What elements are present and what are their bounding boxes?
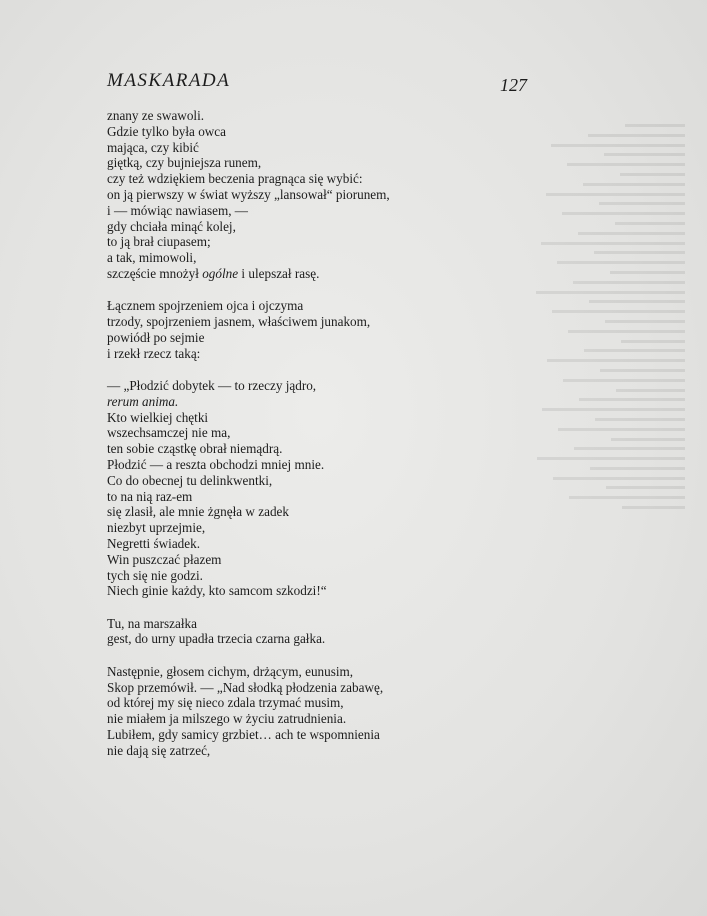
show-through-line — [590, 467, 685, 470]
line-text: Co do obecnej tu delinkwentki, — [107, 472, 273, 488]
show-through-line — [600, 369, 685, 372]
poem-line — [107, 568, 467, 584]
poem-text — [107, 108, 467, 775]
line-text: a tak, mimowoli, — [107, 250, 197, 266]
show-through-line — [621, 340, 685, 343]
line-text: gest, do urny upadła trzecia czarna gałka. — [107, 631, 326, 647]
show-through-line — [579, 398, 685, 401]
poem-line — [107, 441, 467, 457]
poem-line — [107, 187, 467, 203]
stanza — [107, 664, 467, 759]
line-text: Płodzić — a reszta obchodzi mniej mnie. — [107, 456, 325, 472]
line-text: ten sobie cząstkę obrał niemądrą. — [107, 441, 283, 457]
show-through-line — [573, 281, 685, 284]
poem-line — [107, 616, 467, 632]
line-text: on ją pierwszy w świat wyższy „lansował“ piorunem, — [107, 186, 390, 202]
line-text: Niech ginie każdy, kto samcom szkodzi!“ — [107, 583, 327, 599]
show-through-line — [604, 153, 685, 156]
show-through-line — [537, 457, 685, 460]
poem-line — [107, 695, 467, 711]
poem-line — [107, 171, 467, 187]
show-through-line — [551, 144, 685, 147]
poem-line — [107, 743, 467, 759]
poem-line — [107, 520, 467, 536]
line-text: Kto wielkiej chętki — [107, 409, 209, 425]
stanza — [107, 378, 467, 599]
show-through-line — [610, 271, 685, 274]
show-through-line — [569, 496, 685, 499]
poem-line — [107, 631, 467, 647]
line-text: Tu, na marszałka — [107, 615, 197, 631]
show-through-line — [568, 330, 685, 333]
show-through-line — [563, 379, 685, 382]
line-text: wszechsamczej nie ma, — [107, 425, 231, 441]
line-text: nie dają się zatrzeć, — [107, 742, 211, 758]
show-through-line — [611, 438, 685, 441]
stanza — [107, 616, 467, 648]
poem-line — [107, 140, 467, 156]
poem-line — [107, 489, 467, 505]
line-text: giętką, czy bujniejsza runem, — [107, 155, 262, 171]
poem-line — [107, 680, 467, 696]
line-text: nie miałem ja milszego w życiu zatrudnienia. — [107, 711, 347, 727]
poem-line — [107, 266, 467, 282]
line-text: Łącznem spojrzeniem ojca i ojczyma — [107, 298, 304, 314]
show-through-line — [588, 134, 685, 137]
poem-line — [107, 457, 467, 473]
show-through-line — [541, 242, 685, 245]
line-text: powiódł po sejmie — [107, 329, 205, 345]
page-number: 127 — [500, 75, 527, 95]
show-through-line — [546, 193, 685, 196]
line-text: szczęście mnożył — [107, 265, 203, 281]
show-through-line — [622, 506, 685, 509]
show-through-line — [574, 447, 685, 450]
stanza — [107, 298, 467, 361]
poem-line — [107, 314, 467, 330]
stanza — [107, 108, 467, 282]
poem-line — [107, 664, 467, 680]
poem-line — [107, 711, 467, 727]
show-through-line — [558, 428, 685, 431]
line-text: się zlasił, ale mnie żgnęła w zadek — [107, 504, 289, 520]
show-through-line — [578, 232, 685, 235]
poem-line — [107, 504, 467, 520]
show-through-line — [584, 349, 685, 352]
line-text: Następnie, głosem cichym, drżącym, eunusim, — [107, 663, 354, 679]
line-text: Skop przemówił. — „Nad słodką płodzenia zabawę, — [107, 679, 384, 695]
line-text: — „Płodzić dobytek — to rzeczy jądro, — [107, 377, 317, 393]
show-through-line — [583, 183, 685, 186]
poem-line — [107, 425, 467, 441]
poem-line — [107, 234, 467, 250]
show-through-line — [616, 389, 685, 392]
show-through-line — [595, 418, 685, 421]
show-through-line — [567, 163, 685, 166]
show-through-line — [542, 408, 685, 411]
line-text: tych się nie godzi. — [107, 567, 203, 583]
show-through-line — [605, 320, 685, 323]
show-through-line — [599, 202, 685, 205]
poem-line — [107, 536, 467, 552]
show-through-line — [552, 310, 685, 313]
show-through-line — [547, 359, 685, 362]
poem-line — [107, 124, 467, 140]
show-through-line — [536, 291, 685, 294]
poem-line — [107, 298, 467, 314]
poem-line — [107, 250, 467, 266]
poem-line — [107, 552, 467, 568]
line-text: czy też wdziękiem beczenia pragnąca się wybić: — [107, 171, 363, 187]
line-text: niezbyt uprzejmie, — [107, 520, 206, 536]
poem-line — [107, 346, 467, 362]
line-text: to na nią raz-em — [107, 488, 193, 504]
line-text: to ją brał ciupasem; — [107, 234, 211, 250]
show-through-line — [553, 477, 685, 480]
line-text: Gdzie tylko była owca — [107, 123, 227, 139]
italic-text: rerum anima. — [107, 393, 179, 409]
show-through-line — [562, 212, 685, 215]
show-through-line — [589, 300, 685, 303]
poem-line — [107, 330, 467, 346]
poem-line — [107, 378, 467, 394]
line-text: i ulepszał rasę. — [238, 265, 320, 281]
show-through-line — [557, 261, 685, 264]
line-text: Win puszczać płazem — [107, 551, 222, 567]
poem-line — [107, 155, 467, 171]
poem-line — [107, 203, 467, 219]
poem-line — [107, 727, 467, 743]
line-text: Negretti świadek. — [107, 535, 201, 551]
line-text: od której my się nieco zdala trzymać musim, — [107, 695, 344, 711]
show-through-line — [606, 486, 685, 489]
line-text: trzody, spojrzeniem jasnem, właściwem junakom, — [107, 314, 371, 330]
line-text: Lubiłem, gdy samicy grzbiet… ach te wspomnienia — [107, 726, 380, 742]
show-through-line — [620, 173, 685, 176]
poem-line — [107, 410, 467, 426]
show-through-line — [594, 251, 685, 254]
running-title: MASKARADA — [107, 70, 231, 91]
italic-text: ogólne — [202, 265, 239, 281]
line-text: gdy chciała minąć kolej, — [107, 218, 236, 234]
show-through-line — [625, 124, 685, 127]
show-through-line — [615, 222, 685, 225]
poem-line — [107, 219, 467, 235]
show-through-shadow — [535, 118, 685, 758]
line-text: i rzekł rzecz taką: — [107, 345, 201, 361]
poem-line — [107, 394, 467, 410]
poem-line — [107, 108, 467, 124]
line-text: znany ze swawoli. — [107, 108, 205, 123]
poem-line — [107, 473, 467, 489]
line-text: mająca, czy kibić — [107, 139, 199, 155]
line-text: i — mówiąc nawiasem, — — [107, 202, 248, 218]
poem-line — [107, 583, 467, 599]
